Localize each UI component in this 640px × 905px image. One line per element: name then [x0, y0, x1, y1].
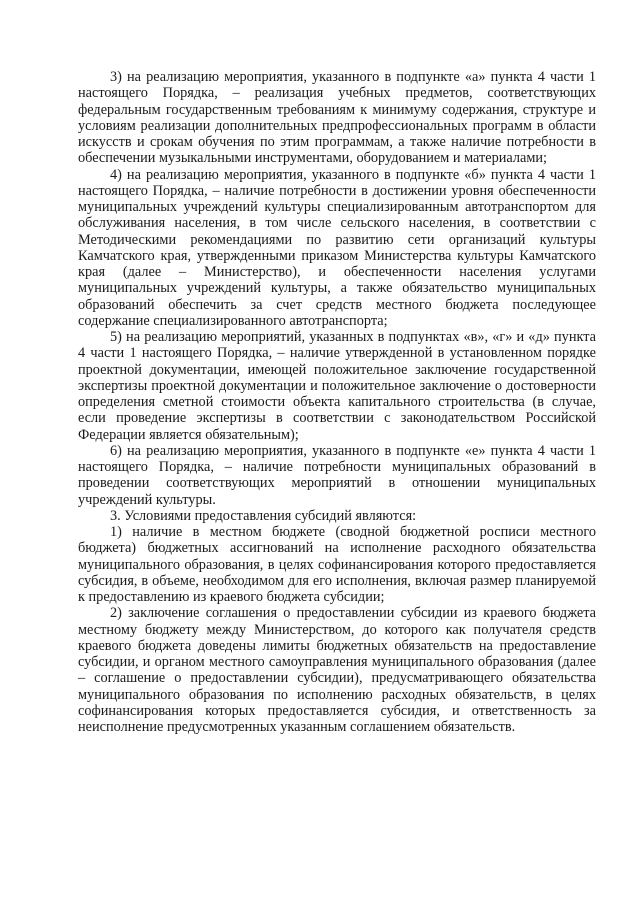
paragraph-condition-3: 3) на реализацию мероприятия, указанного в подпункте «а» пункта 4 части 1 настоящего Порядка, – реализация учебных предметов, соответствующих федеральным государственным требованиям к минимуму содержания, структуре и условиям реализации дополнительных предпрофессиональных программ в области искусств и срокам обучения по этим программам, а также наличие потребности в обеспечении музыкальными инструментами, оборудованием и материалами;: [78, 69, 596, 167]
paragraph-condition-4: 4) на реализацию мероприятия, указанного в подпункте «б» пункта 4 части 1 настоящего Порядка, – наличие потребности в достижении уровня обеспеченности муниципальных учреждений культуры специализированным автотранспортом для обслуживания населения, в том числе сельского населения, в соответствии с Методическими рекомендациями по развитию сети организаций культуры Камчатского края, утвержденными приказом Министерства культуры Камчатского края (далее – Министерство), и обеспеченности населения услугами муниципальных учреждений культуры, а также обязательство муниципальных образований обеспечить за счет средств местного бюджета последующее содержание специализированного автотранспорта;: [78, 166, 596, 329]
paragraph-condition-6: 6) на реализацию мероприятия, указанного в подпункте «е» пункта 4 части 1 настоящего Порядка, – наличие потребности муниципальных образований в проведении соответствующих мероприятий в отношении муниципальных учреждений культуры.: [78, 442, 596, 508]
paragraph-condition-5: 5) на реализацию мероприятий, указанных в подпунктах «в», «г» и «д» пункта 4 части 1 настоящего Порядка, – наличие утвержденной в установленном порядке проектной документации, имеющей положительное заключение государственной экспертизы проектной документации и положительное заключение о достоверности определения сметной стоимости объекта капитального строительства (в случае, если проведение экспертизы в соответствии с законодательством Российской Федерации является обязательным);: [78, 329, 596, 443]
paragraph-section-3-item-1: 1) наличие в местном бюджете (сводной бюджетной росписи местного бюджета) бюджетных ассигнований на исполнение расходного обязательства муниципального образования, в целях софинансирования которого предоставляется субсидия, в объеме, необходимом для его исполнения, включая размер планируемой к предоставлению из краевого бюджета субсидии;: [78, 524, 596, 605]
paragraph-section-3-item-2: 2) заключение соглашения о предоставлении субсидии из краевого бюджета местному бюджету между Министерством, до которого как получателя средств краевого бюджета доведены лимиты бюджетных обязательств на предоставление субсидии, и органом местного самоуправления муниципального образования (далее – соглашение о предоставлении субсидии), предусматривающего обязательства муниципального образования по исполнению расходных обязательств, в целях софинансирования которых предоставляется субсидия, и ответственность за неисполнение предусмотренных указанным соглашением обязательств.: [78, 605, 596, 735]
document-page: [78, 69, 596, 735]
paragraph-section-3-heading: 3. Условиями предоставления субсидий являются:: [110, 507, 417, 524]
